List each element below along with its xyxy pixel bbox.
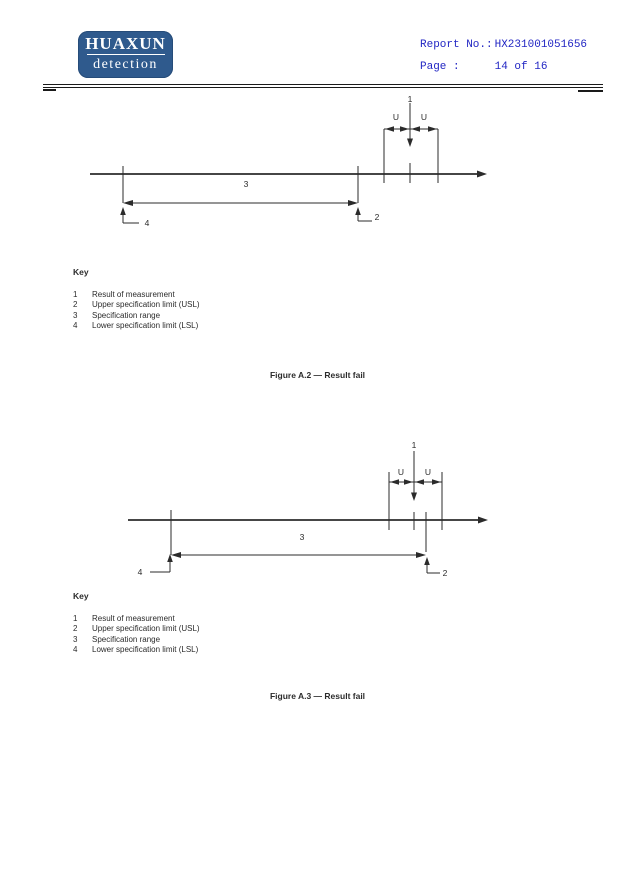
label-uncertainty-left: U (397, 467, 405, 477)
axis-arrow-icon (477, 171, 487, 178)
label-result-1: 1 (411, 440, 417, 450)
uncertainty-bracket (389, 472, 442, 530)
label-usl-2: 2 (374, 212, 380, 222)
lsl-leader (120, 207, 139, 223)
key-item: 4 Lower specification limit (LSL) (73, 645, 199, 655)
report-no-row (420, 38, 587, 60)
spec-range-dimension (123, 200, 358, 206)
header-rule-dash-left (43, 89, 56, 91)
header-rule-dash-right (578, 90, 603, 92)
page-value: 14 of 16 (494, 61, 548, 73)
key-item: 2 Upper specification limit (USL) (73, 300, 200, 310)
label-uncertainty-right: U (420, 112, 428, 122)
page-number-row (420, 60, 587, 82)
logo-name: HUAXUN (85, 34, 166, 53)
key-item: 2 Upper specification limit (USL) (73, 624, 200, 634)
key-heading: Key (73, 591, 89, 601)
label-lsl-4: 4 (144, 218, 150, 228)
figure-a2-caption: Figure A.2 — Result fail (269, 370, 366, 380)
measurement-result-arrow (411, 451, 417, 530)
label-range-3: 3 (299, 532, 305, 542)
header-info (420, 38, 587, 82)
figure-a3-caption: Figure A.3 — Result fail (269, 691, 366, 701)
spec-range-dimension (171, 552, 426, 558)
figure-a2-diagram (85, 90, 495, 235)
axis-arrow-icon (478, 517, 488, 524)
report-no-value: HX231001051656 (494, 39, 588, 51)
measurement-result-arrow (407, 103, 413, 183)
key-item: 3 Specification range (73, 634, 161, 644)
label-uncertainty-left: U (392, 112, 400, 122)
key-a2 (73, 268, 393, 332)
label-usl-2: 2 (442, 568, 448, 578)
key-item: 1 Result of measurement (73, 290, 175, 299)
usl-leader (424, 557, 440, 573)
label-range-3: 3 (243, 179, 249, 189)
label-uncertainty-right: U (424, 467, 432, 477)
usl-leader (355, 207, 372, 221)
key-heading: Key (73, 267, 89, 277)
figure-a3-diagram (120, 435, 505, 585)
key-item: 4 Lower specification limit (LSL) (73, 321, 199, 331)
number-axis (128, 517, 488, 524)
label-lsl-4: 4 (137, 567, 143, 577)
report-no-label: Report No.: (420, 39, 493, 51)
key-items (73, 614, 393, 656)
number-axis (90, 171, 487, 178)
header-rule-top (43, 84, 603, 85)
label-result-1: 1 (407, 94, 413, 104)
logo-subtitle: detection (93, 57, 158, 72)
key-a3 (73, 592, 393, 656)
company-logo (78, 31, 173, 78)
key-item: 1 Result of measurement (73, 614, 175, 623)
page-label: Page : (420, 61, 460, 73)
lsl-leader (150, 554, 173, 572)
key-items (73, 290, 393, 332)
key-item: 3 Specification range (73, 310, 161, 320)
header-rule-bottom (43, 87, 603, 88)
